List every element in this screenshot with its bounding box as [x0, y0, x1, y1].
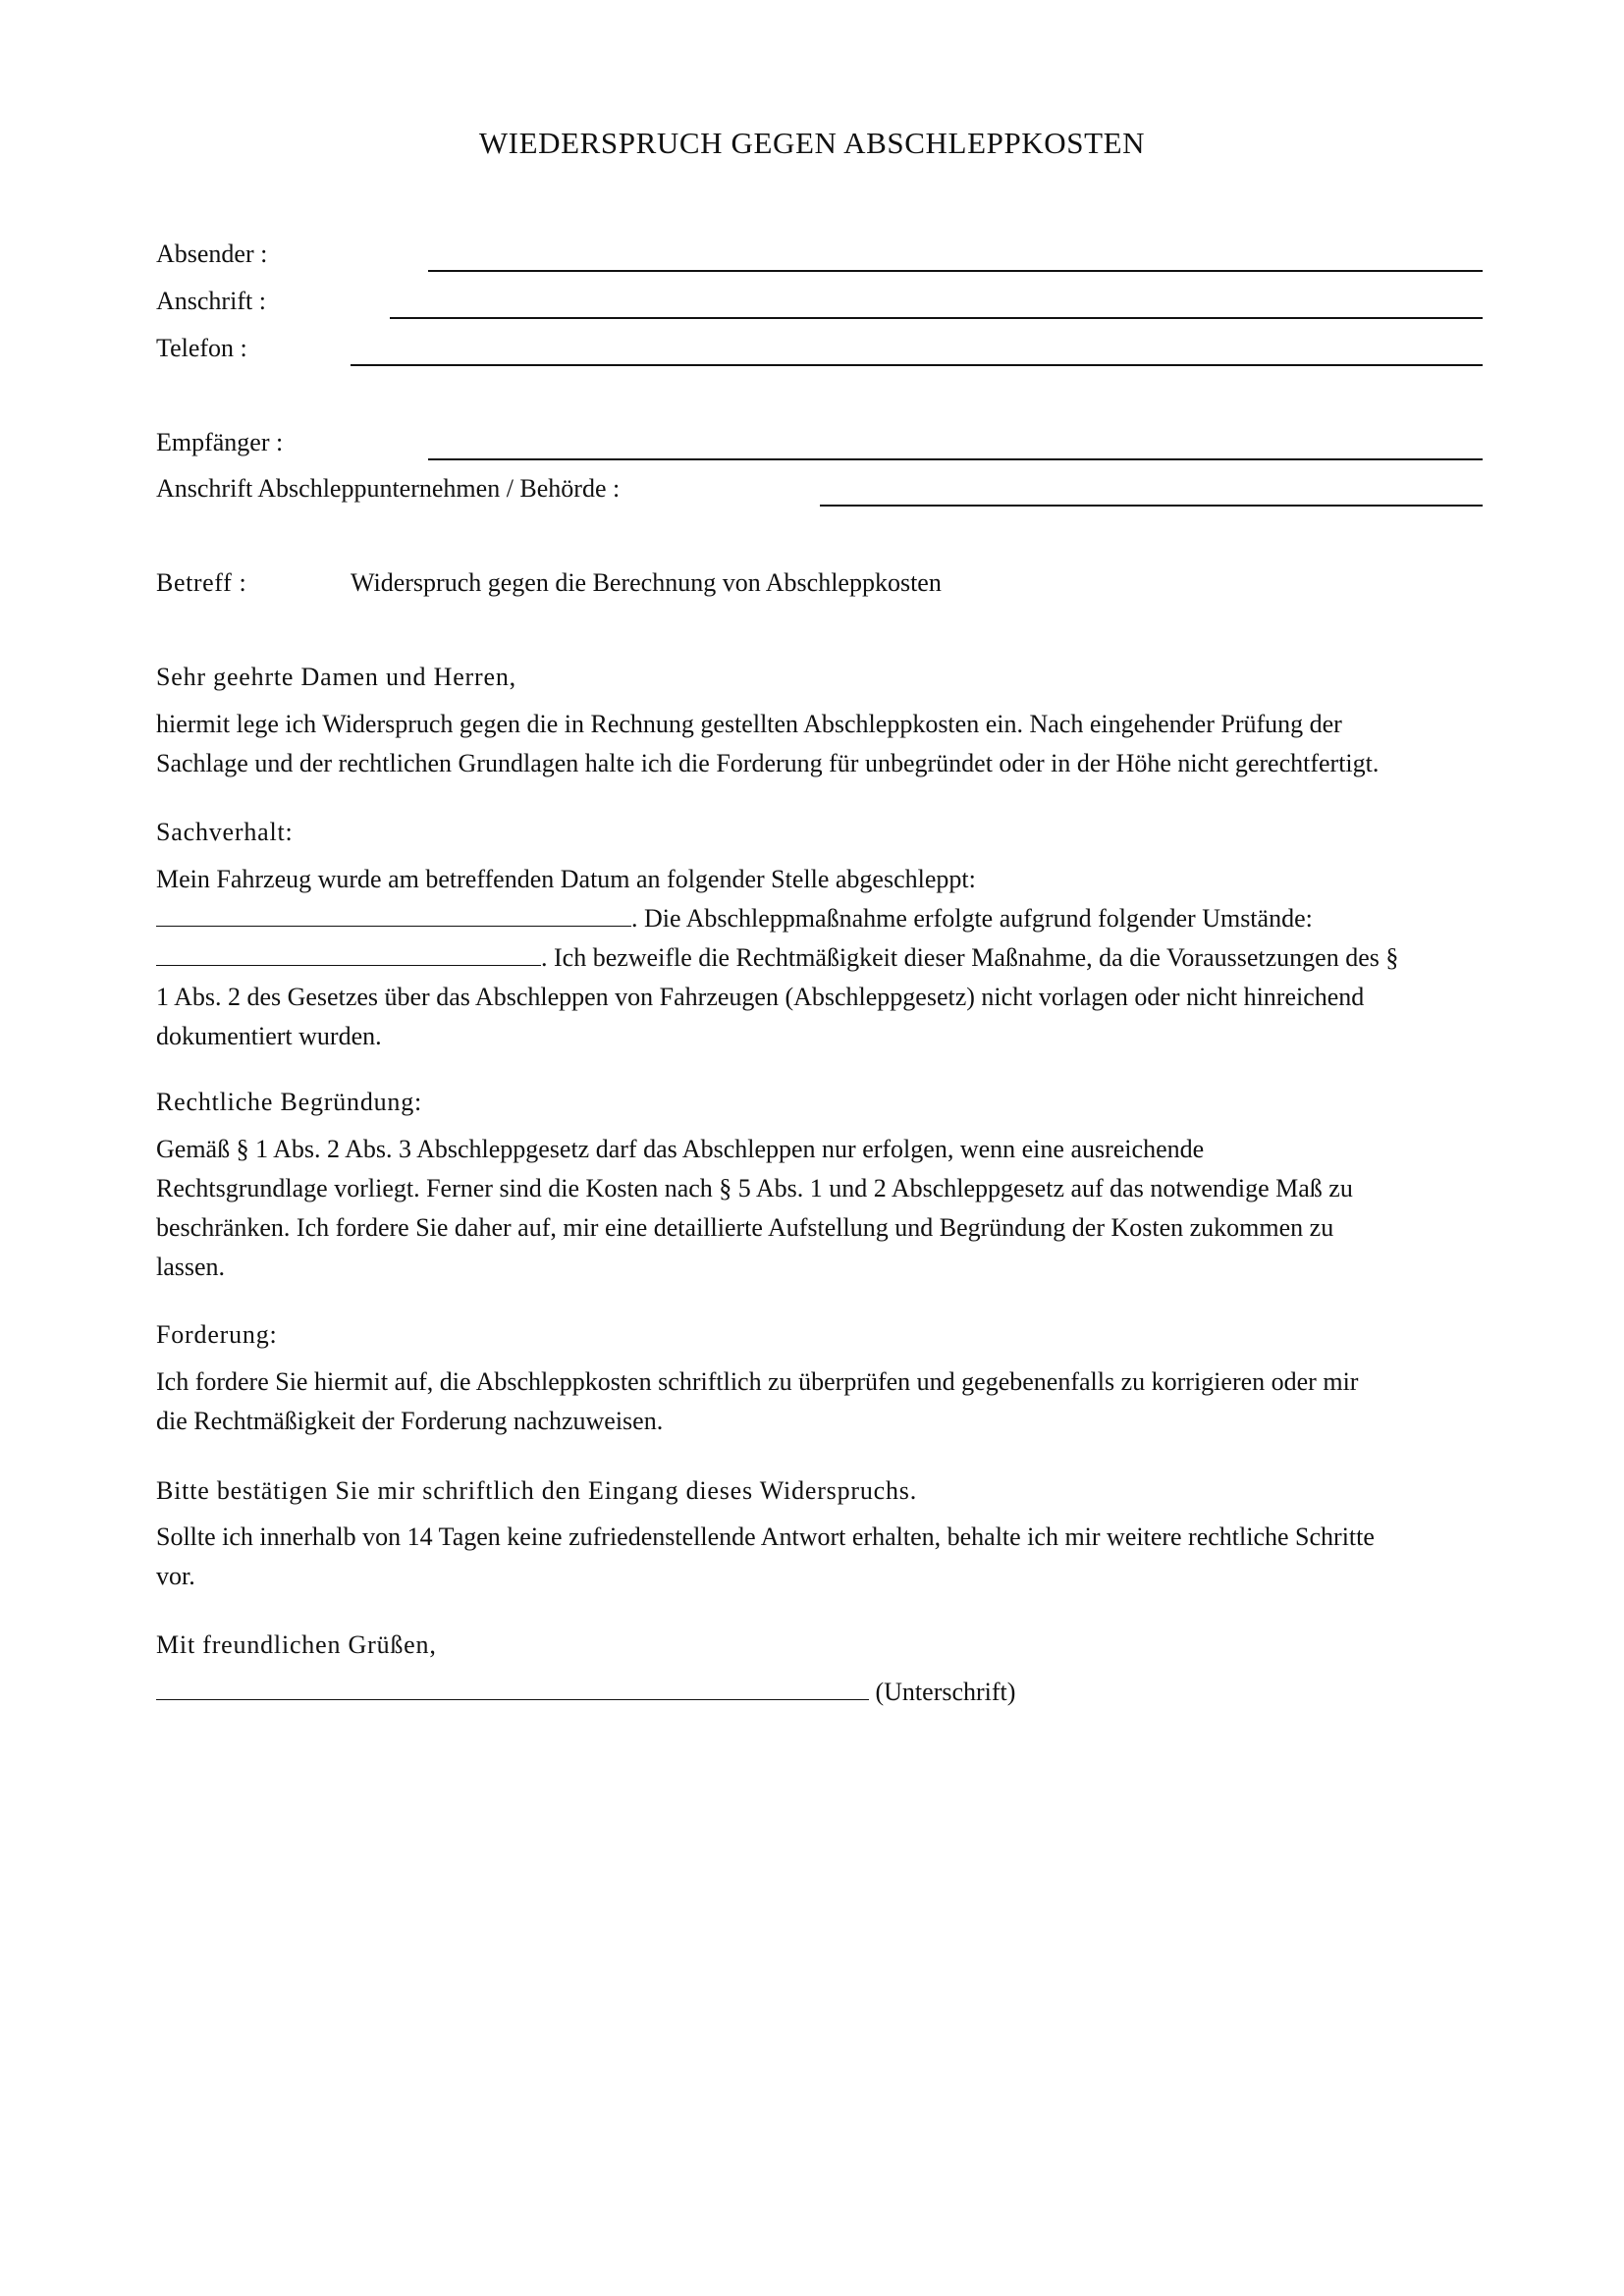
- demand-line: Ich fordere Sie hiermit auf, die Abschleppkosten schriftlich zu überprüfen und gegebenenfalls zu korrigieren oder mir: [156, 1367, 1359, 1396]
- document-title: WIEDERSPRUCH GEGEN ABSCHLEPPKOSTEN: [478, 126, 1146, 160]
- salutation: Sehr geehrte Damen und Herren,: [156, 663, 516, 691]
- phone-field[interactable]: [351, 364, 1483, 366]
- signature-blank[interactable]: [156, 1674, 869, 1700]
- recipient-address-label: Anschrift Abschleppunternehmen / Behörde :: [156, 474, 621, 503]
- deadline-line: vor.: [156, 1562, 195, 1590]
- legal-reasoning-line: Rechtsgrundlage vorliegt. Ferner sind die Kosten nach § 5 Abs. 1 und 2 Abschleppgesetz auf das notwendige Maß zu: [156, 1174, 1353, 1202]
- closing: Mit freundlichen Grüßen,: [156, 1630, 437, 1659]
- facts-line-circumstances: [156, 938, 1491, 978]
- demand-heading: Forderung:: [156, 1320, 278, 1349]
- sender-address-field[interactable]: [390, 317, 1483, 319]
- facts-text: . Die Abschleppmaßnahme erfolgte aufgrund folgender Umstände:: [631, 904, 1313, 933]
- recipient-address-field[interactable]: [820, 505, 1483, 507]
- facts-line: dokumentiert wurden.: [156, 1022, 382, 1050]
- facts-line-location: [156, 899, 1491, 938]
- demand-line: die Rechtmäßigkeit der Forderung nachzuweisen.: [156, 1407, 664, 1435]
- deadline-line: Sollte ich innerhalb von 14 Tagen keine zufriedenstellende Antwort erhalten, behalte ich mir weitere rechtliche Schritte: [156, 1522, 1375, 1551]
- sender-address-label: Anschrift :: [156, 287, 266, 315]
- intro-line: Sachlage und der rechtlichen Grundlagen halte ich die Forderung für unbegründet oder in der Höhe nicht gerechtfertigt.: [156, 749, 1380, 777]
- circumstances-blank[interactable]: [156, 939, 541, 966]
- legal-reasoning-line: Gemäß § 1 Abs. 2 Abs. 3 Abschleppgesetz darf das Abschleppen nur erfolgen, wenn eine ausreichende: [156, 1135, 1205, 1163]
- legal-reasoning-paragraph: [156, 1130, 1491, 1287]
- subject-label: Betreff :: [156, 568, 247, 597]
- confirmation-request: Bitte bestätigen Sie mir schriftlich den Eingang dieses Widerspruchs.: [156, 1476, 918, 1505]
- facts-paragraph: [156, 860, 1491, 1056]
- phone-label: Telefon :: [156, 334, 247, 362]
- legal-reasoning-heading: Rechtliche Begründung:: [156, 1088, 423, 1116]
- facts-heading: Sachverhalt:: [156, 818, 294, 846]
- intro-line: hiermit lege ich Widerspruch gegen die in Rechnung gestellten Abschleppkosten ein. Nach eingehender Prüfung der: [156, 710, 1342, 738]
- sender-label: Absender :: [156, 240, 268, 268]
- sender-field[interactable]: [428, 270, 1483, 272]
- intro-paragraph: [156, 705, 1491, 783]
- facts-text: . Ich bezweifle die Rechtmäßigkeit dieser Maßnahme, da die Voraussetzungen des §: [541, 943, 1399, 972]
- facts-line: Mein Fahrzeug wurde am betreffenden Datum an folgender Stelle abgeschleppt:: [156, 865, 976, 893]
- recipient-field[interactable]: [428, 458, 1483, 460]
- location-blank[interactable]: [156, 900, 631, 927]
- signature-line: [156, 1673, 1491, 1712]
- recipient-label: Empfänger :: [156, 428, 284, 456]
- legal-reasoning-line: lassen.: [156, 1253, 226, 1281]
- demand-paragraph: [156, 1362, 1491, 1441]
- legal-reasoning-line: beschränken. Ich fordere Sie daher auf, mir eine detaillierte Aufstellung und Begründung der Kosten zukommen zu: [156, 1213, 1334, 1242]
- subject-text: Widerspruch gegen die Berechnung von Abschleppkosten: [351, 568, 942, 597]
- facts-line: 1 Abs. 2 des Gesetzes über das Abschleppen von Fahrzeugen (Abschleppgesetz) nicht vorlagen oder nicht hinreichend: [156, 983, 1365, 1011]
- signature-label: (Unterschrift): [875, 1678, 1016, 1706]
- deadline-paragraph: [156, 1518, 1491, 1596]
